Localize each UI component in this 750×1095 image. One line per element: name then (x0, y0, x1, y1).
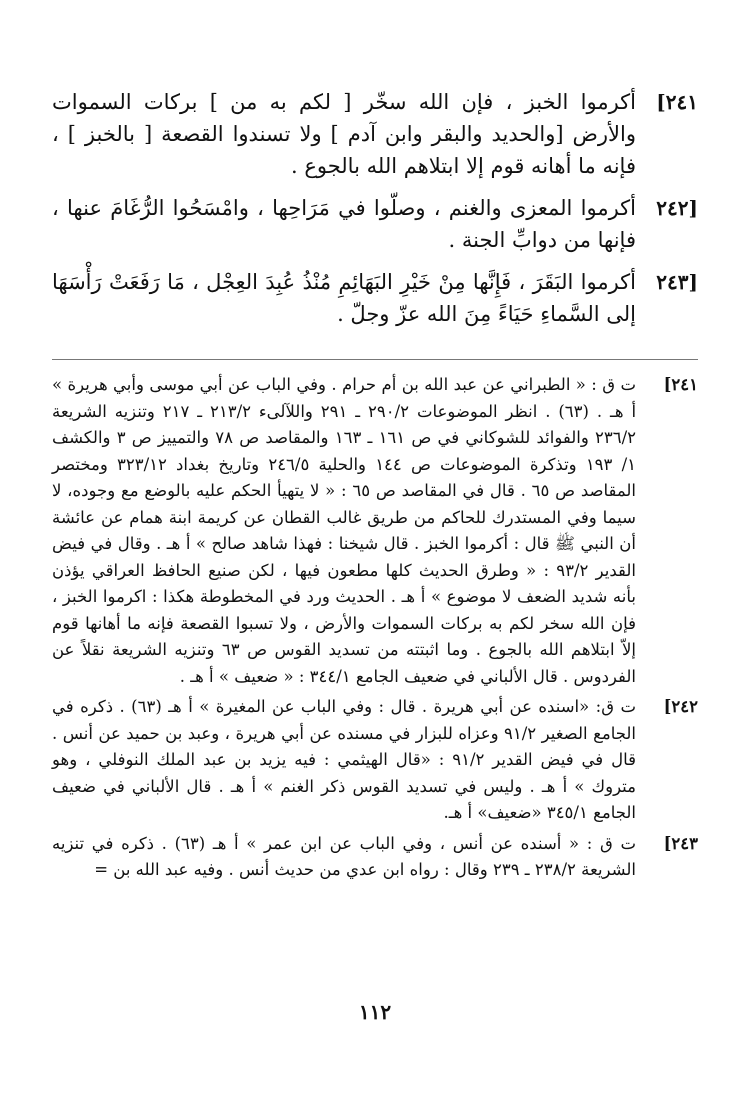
hadith-number: [٢٤٢ (656, 196, 698, 220)
footnote-241 (52, 372, 698, 690)
hadith-text: أكرموا البَقَرَ ، فَإِنَّها مِنْ خَيْرِ البَهَائِمِ مُنْذُ عُبِدَ العِجْل ، مَا رَفَعَتْ رَأْسَهَا إلى السَّماءِ حَيَاءً مِنَ الله عزّ وجلّ . (52, 270, 636, 326)
hadith-number: [٢٤٣ (656, 270, 698, 294)
footnote-number: ٢٤٣] (663, 833, 698, 853)
hadith-text: أكرموا المعزى والغنم ، وصلّوا في مَرَاحِها ، وامْسَحُوا الرُّغَامَ عنها ، فإنها من دوابِّ الجنة . (52, 196, 636, 252)
footnote-number: ٢٤٢] (663, 697, 698, 716)
footnote-242 (52, 694, 698, 827)
main-text (52, 86, 698, 340)
hadith-text: أكرموا الخبز ، فإن الله سخّر [ لكم به من ] بركات السموات والأرض [والحديد والبقر وابن آدم ] ولا تسندوا القصعة [ بالخبز ] ، فإنه ما أهانه قوم إلا ابتلاهم الله بالجوع . (52, 90, 636, 178)
footnote-text: ت ق: «اسنده عن أبي هريرة . قال : وفي الباب عن المغيرة » أ هـ (٦٣) . ذكره في الجامع الصغير ٩١/٢ وعزاه للبزار في مسنده عن أبي هريرة ، وعبد بن حميد عن أنس . قال في فيض القدير ٩١/٢ : «قال الهيثمي : فيه يزيد بن عبد الملك النوفلي ، وهو متروك » أ هـ . وليس في تسديد القوس ذكر الغنم » أ هـ . قال الألباني في ضعيف الجامع ٣٤٥/١ «ضعيف» أ هـ. (52, 697, 637, 822)
hadith-entry-243 (52, 266, 698, 330)
page-number: ١١٢ (358, 1000, 392, 1024)
footnote-number: ٢٤١] (663, 375, 698, 394)
footnote-text: ت ق : « الطبراني عن عبد الله بن أم حرام . وفي الباب عن أبي موسى وأبي هريرة » أ هـ . (٦٣) . انظر الموضوعات ٢٩٠/٢ ـ ٢٩١ واللآلىء ٢١٣/٢ ـ ٢١٧ وتنزيه الشريعة ٢٣٦/٢ والفوائد للشوكاني في ص ١٦١ ـ ١٦٣ والمقاصد ص ٧٨ والتمييز ص ٣ والكشف ١/ ١٩٣ وتذكرة الموضوعات ص ١٤٤ والحلية ٢٤٦/٥ وتاريخ بغداد ٣٢٣/١٢ ومختصر المقاصد ص ٦٥ . قال في المقاصد ص ٦٥ : « لا يتهيأ الحكم عليه بالوضع مع وجوده، لا سيما وفي المستدرك للحاكم من طريق غالب القطان عن كريمة ابنة همام عن عائشة أن النبي ﷺ قال : أكرموا الخبز . قال شيخنا : فهذا شاهد صالح » أ هـ . وقال في فيض القدير ٩٣/٢ : « وطرق الحديث كلها مطعون فيها ، لكن صنيع الحافظ العراقي يؤذن بأنه شديد الضعف لا موضوع » أ هـ . الحديث ورد في المخطوطة هكذا : اكرموا الخبز ، فإن الله سخر لكم به بركات السموات والأرض ، ولا تسبوا القصعة فإنه ما أهانها قوم إلاّ ابتلاهم الله بالجوع . وما اثبتته من تسديد القوس ص ٦٣ وتنزيه الشريعة نقلاً عن الفردوس . قال الألباني في ضعيف الجامع ٣٤٤/١ : « ضعيف » أ هـ . (52, 375, 637, 686)
footnote-243 (52, 831, 698, 884)
hadith-entry-241 (52, 86, 698, 182)
footnote-divider (52, 359, 698, 360)
hadith-number: ٢٤١] (656, 90, 698, 114)
footnotes (52, 372, 698, 888)
footnote-text: ت ق : « أسنده عن أنس ، وفي الباب عن ابن عمر » أ هـ (٦٣) . ذكره في تنزيه الشريعة ٢٣٨/٢ ـ ٢٣٩ وقال : رواه ابن عدي من حديث أنس . وفيه عبد الله بن = (52, 833, 636, 879)
hadith-entry-242 (52, 192, 698, 256)
